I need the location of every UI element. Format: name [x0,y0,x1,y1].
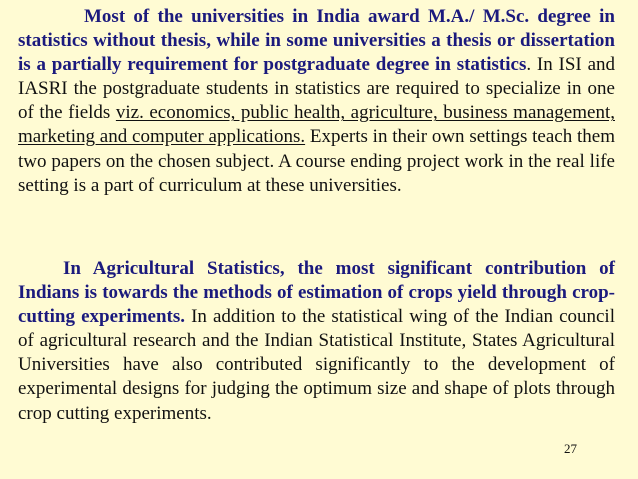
page-number: 27 [564,441,577,456]
paragraph-agricultural-statistics [18,257,615,426]
paragraph1-underlined-fields: viz. economics, public health, agriculture, business management, marketing and computer applications. [18,102,615,148]
paragraph1-text-end: Experts in their own settings teach them two papers on the chosen subject. A course ending project work in the real life setting is a part of curriculum at these universities. [18,126,615,196]
paragraph1-bold-lead: Most of the universities in India award M.A./ M.Sc. degree in statistics without thesis, while in some universities a thesis or dissertation is a partially requirement for postgraduate degree in statistics [18,6,615,76]
paragraph-statistics-degrees [18,5,615,198]
paragraph2-text: In addition to the statistical wing of the Indian council of agricultural research and the Indian Statistical Institute, States Agricultural Universities have also contributed significantly to the development of experimental designs for judging the optimum size and shape of plots through crop cutting experiments. [18,306,615,424]
paragraph1-text: . In ISI and IASRI the postgraduate students in statistics are required to specialize in one of the fields [18,54,615,124]
paragraph2-bold-lead: In Agricultural Statistics, the most significant contribution of Indians is towards the methods of estimation of crops yield through crop-cutting experiments. [18,258,615,328]
